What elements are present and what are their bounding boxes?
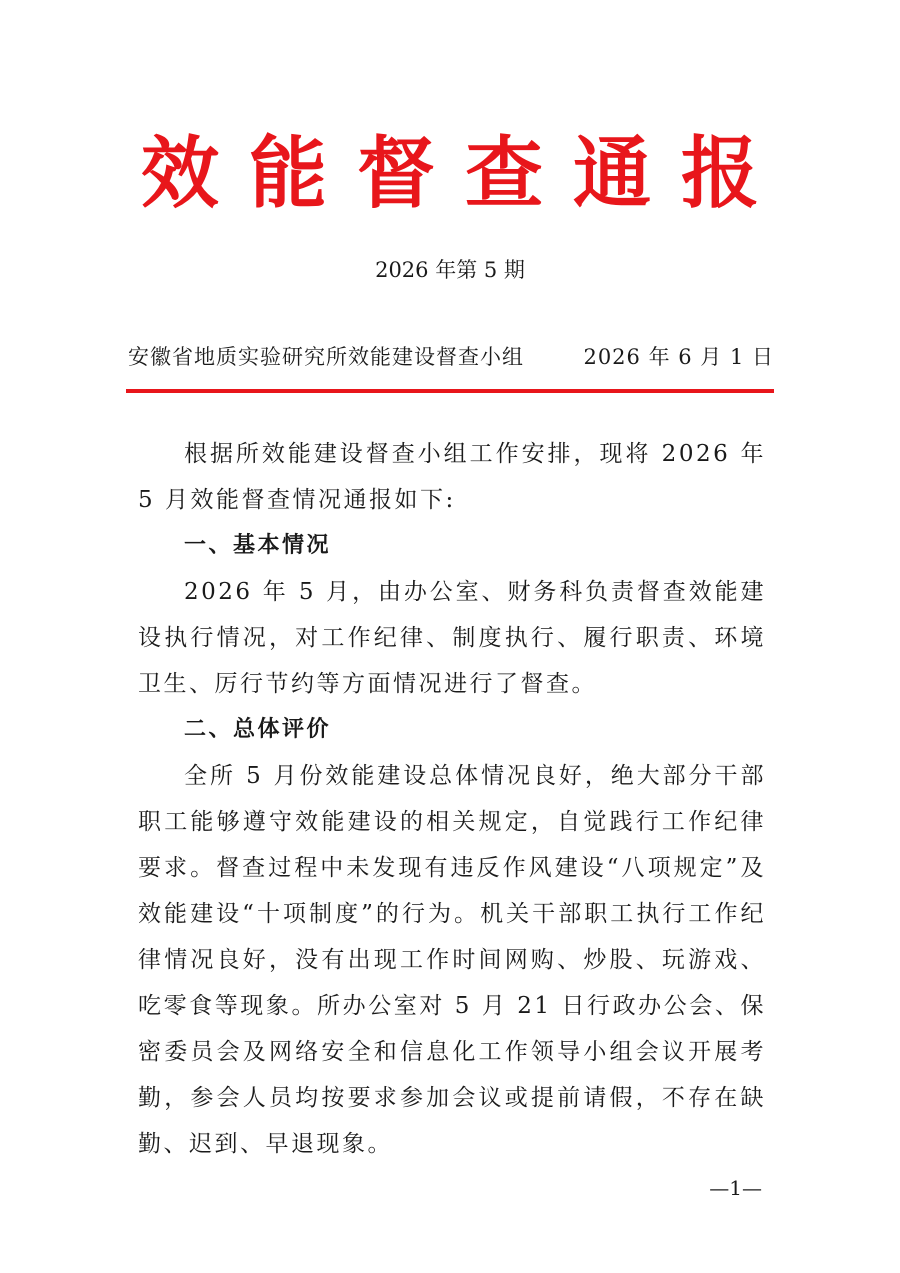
issue-date: 2026 年 6 月 1 日 [583, 345, 774, 369]
masthead-title: 效能督查通报 [140, 129, 789, 219]
document-body [138, 431, 766, 1167]
issue-number: 2026 年第 5 期 [375, 258, 525, 282]
red-divider-rule [126, 389, 774, 393]
intro-paragraph: 根据所效能建设督查小组工作安排，现将 2026 年 5 月效能督查情况通报如下: [138, 441, 766, 513]
issuer-organization: 安徽省地质实验研究所效能建设督查小组 [128, 345, 524, 369]
page-number: —1— [709, 1176, 762, 1200]
issuer-line [128, 342, 774, 372]
section-heading-basic: 一、基本情况 [184, 533, 332, 558]
section-paragraph-basic: 2026 年 5 月，由办公室、财务科负责督查效能建设执行情况，对工作纪律、制度执行、履行职责、环境卫生、厉行节约等方面情况进行了督查。 [138, 579, 766, 697]
section-heading-evaluation: 二、总体评价 [184, 717, 332, 742]
section-paragraph-evaluation: 全所 5 月份效能建设总体情况良好，绝大部分干部职工能够遵守效能建设的相关规定，自觉践行工作纪律要求。督查过程中未发现有违反作风建设“八项规定”及效能建设“十项制度”的行为。机关干部职工执行工作纪律情况良好，没有出现工作时间网购、炒股、玩游戏、吃零食等现象。所办公室对 5 月 21 日行政办公会、保密委员会及网络安全和信息化工作领导小组会议开展考勤，参会人员均按要求参加会议或提前请假，不存在缺勤、迟到、早退现象。 [138, 763, 766, 1157]
